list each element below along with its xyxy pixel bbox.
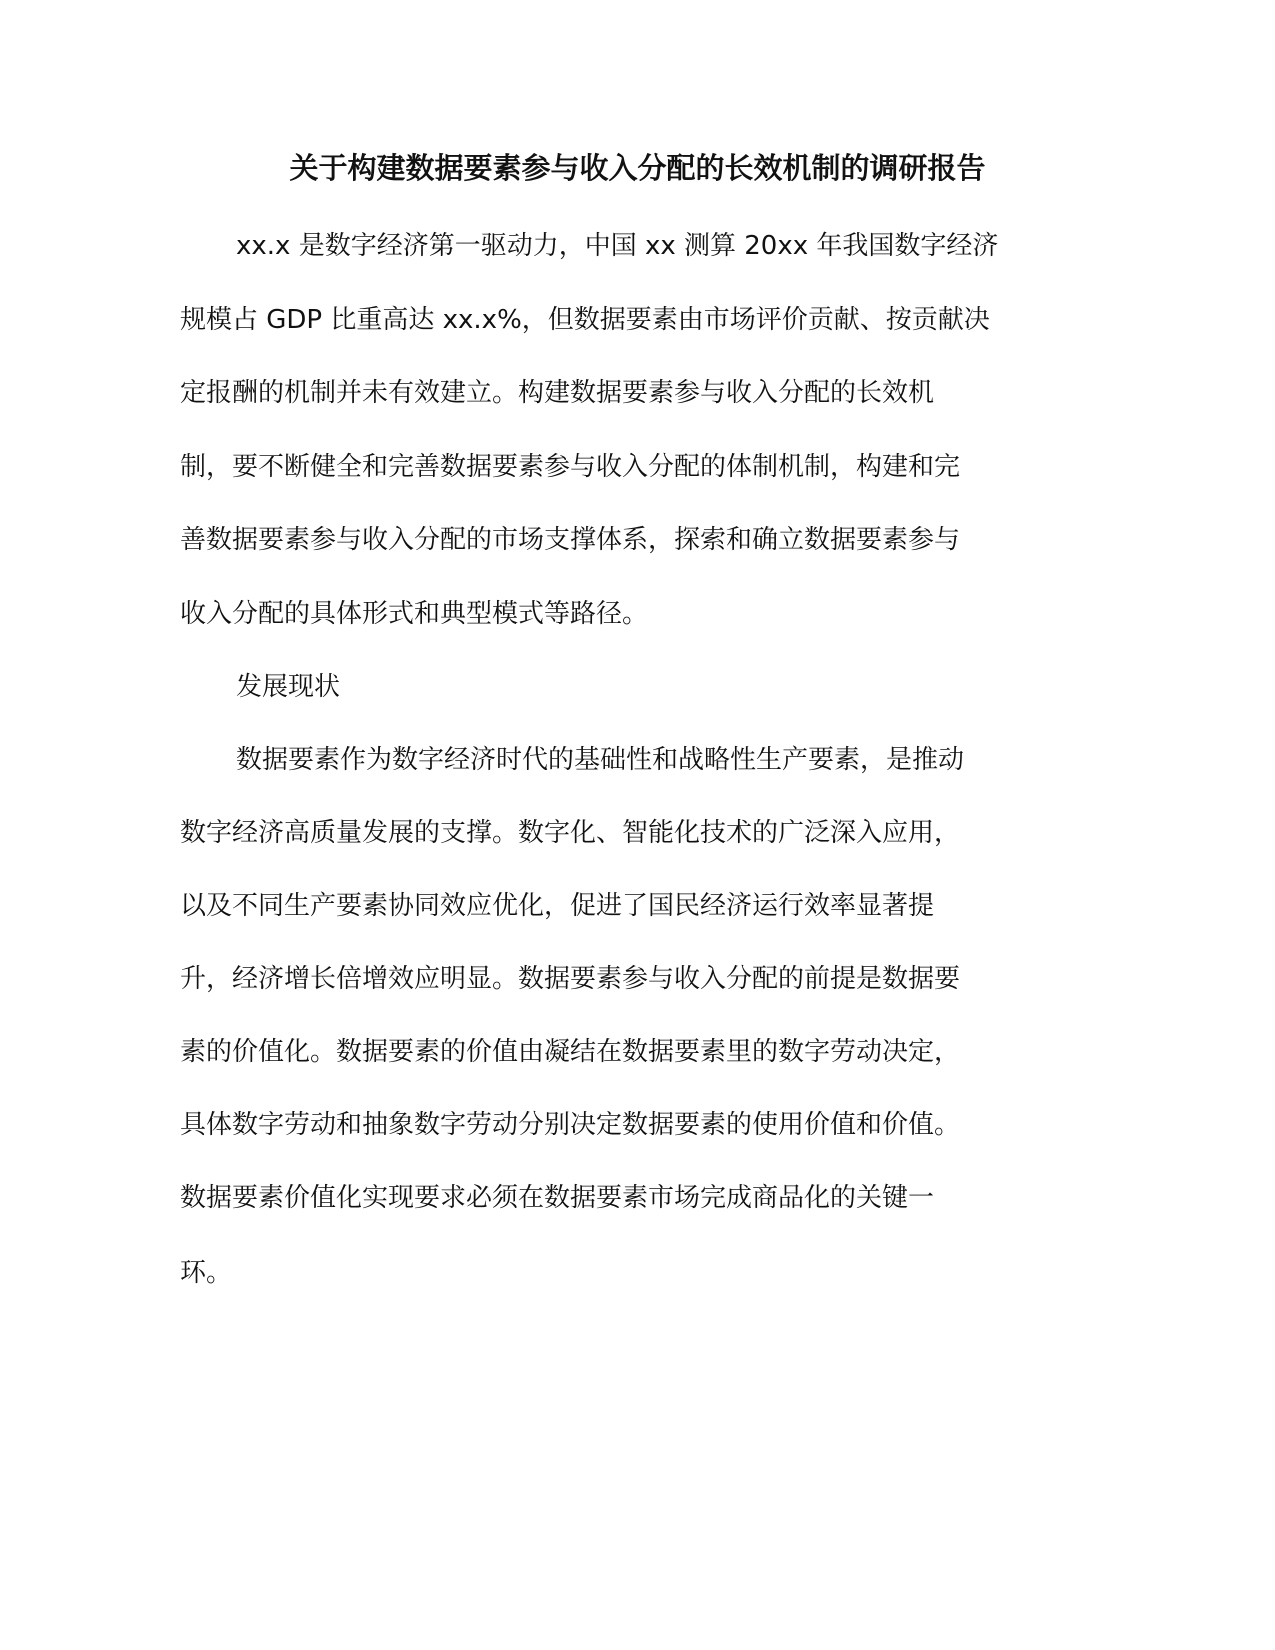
body-line: 数字经济高质量发展的支撑。数字化、智能化技术的广泛深入应用， bbox=[180, 818, 961, 848]
body-line: xx.x 是数字经济第一驱动力，中国 xx 测算 20xx 年我国数字经济 bbox=[236, 231, 999, 261]
section-heading: 发展现状 bbox=[236, 672, 341, 702]
body-line: 具体数字劳动和抽象数字劳动分别决定数据要素的使用价值和价值。 bbox=[180, 1110, 961, 1140]
body-line: 善数据要素参与收入分配的市场支撑体系，探索和确立数据要素参与 bbox=[180, 525, 961, 555]
document-title: 关于构建数据要素参与收入分配的长效机制的调研报告 bbox=[289, 151, 986, 185]
body-line: 定报酬的机制并未有效建立。构建数据要素参与收入分配的长效机 bbox=[180, 378, 935, 408]
body-line: 升，经济增长倍增效应明显。数据要素参与收入分配的前提是数据要 bbox=[180, 964, 961, 994]
body-line: 环。 bbox=[180, 1258, 233, 1288]
body-line: 以及不同生产要素协同效应优化，促进了国民经济运行效率显著提 bbox=[180, 891, 935, 921]
body-line: 数据要素价值化实现要求必须在数据要素市场完成商品化的关键一 bbox=[180, 1183, 935, 1213]
body-line: 数据要素作为数字经济时代的基础性和战略性生产要素，是推动 bbox=[236, 745, 965, 775]
body-line: 制，要不断健全和完善数据要素参与收入分配的体制机制，构建和完 bbox=[180, 452, 961, 482]
body-line: 素的价值化。数据要素的价值由凝结在数据要素里的数字劳动决定， bbox=[180, 1037, 961, 1067]
body-line: 收入分配的具体形式和典型模式等路径。 bbox=[180, 599, 649, 629]
body-line: 规模占 GDP 比重高达 xx.x%，但数据要素由市场评价贡献、按贡献决 bbox=[180, 305, 990, 335]
